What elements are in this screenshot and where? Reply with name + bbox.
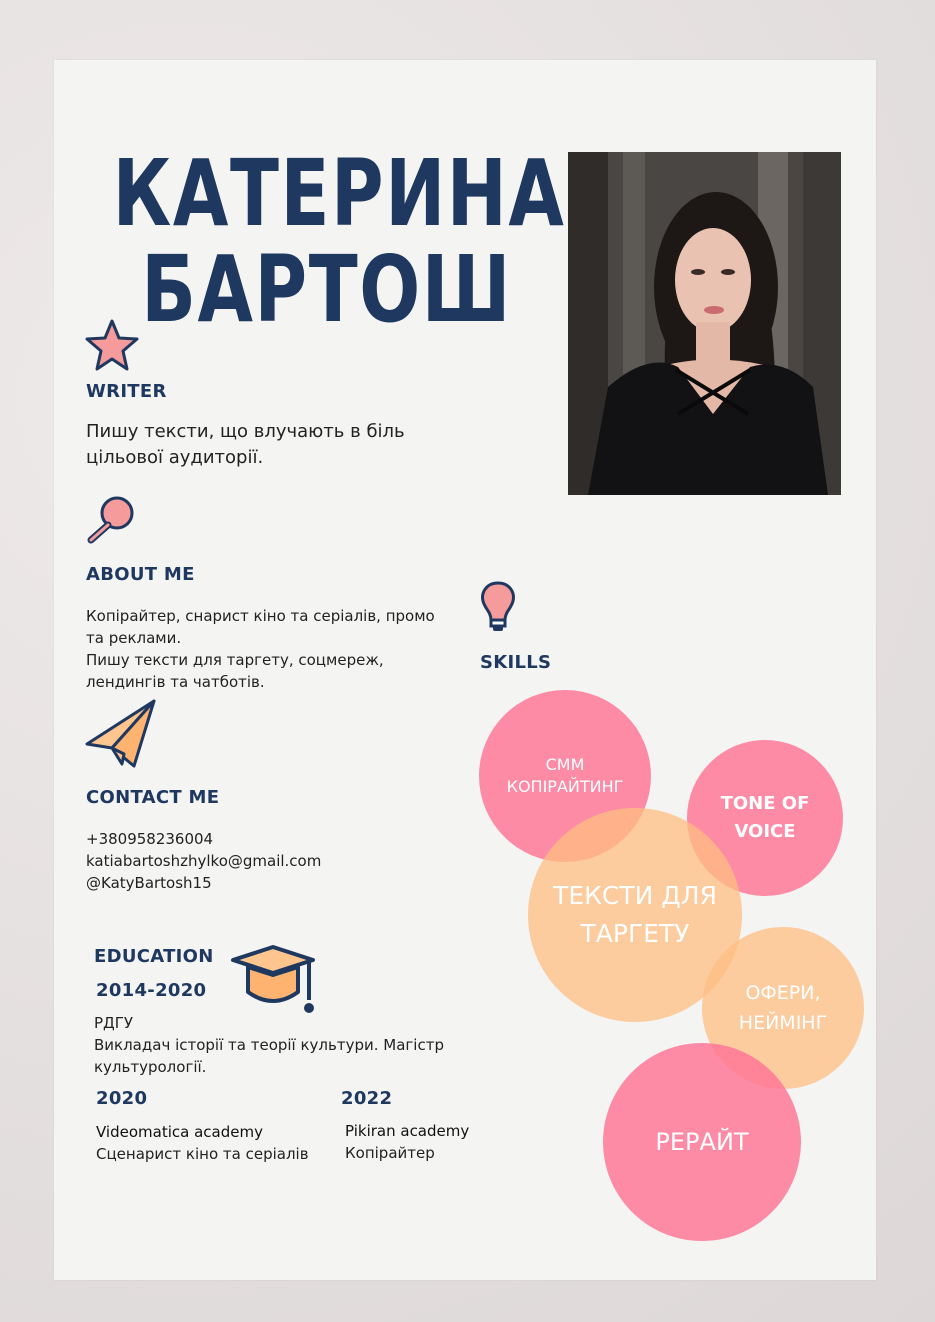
skill-tone-line-1: TONE OF xyxy=(720,793,810,814)
contact-handle[interactable]: @KatyBartosh15 xyxy=(86,874,212,892)
about-line-2: та реклами. xyxy=(86,629,182,647)
education-item-1-year: 2020 xyxy=(96,1088,148,1109)
skill-rewrite xyxy=(603,1043,801,1241)
education-main-school: РДГУ xyxy=(94,1014,134,1032)
skill-smm-line-1: СММ xyxy=(545,755,585,774)
education-item-2-year: 2022 xyxy=(341,1088,393,1109)
skill-offers-line-1: ОФЕРИ, xyxy=(745,982,821,1004)
education-item-2-school: Pikiran academy xyxy=(345,1122,470,1140)
about-line-4: лендингів та чатботів. xyxy=(86,673,265,691)
writer-text-line-2: цільової аудиторії. xyxy=(86,447,264,468)
name-line-1: КАТЕРИНА xyxy=(112,140,566,247)
lightbulb-icon xyxy=(478,580,518,634)
portrait-illustration xyxy=(568,152,841,495)
name-line-2: БАРТОШ xyxy=(141,236,512,343)
graduation-cap-icon xyxy=(230,942,320,1022)
education-main-years: 2014-2020 xyxy=(96,980,207,1001)
contact-phone[interactable]: +380958236004 xyxy=(86,830,214,848)
about-heading: ABOUT ME xyxy=(86,564,195,585)
education-item-1-desc: Сценарист кіно та серіалів xyxy=(96,1145,309,1163)
skill-offers-line-2: НЕЙМІНГ xyxy=(738,1012,828,1034)
skill-rewrite-label: РЕРАЙТ xyxy=(655,1128,749,1156)
contact-heading: CONTACT ME xyxy=(86,787,220,808)
education-heading: EDUCATION xyxy=(94,946,214,967)
skill-target-line-2: ТАРГЕТУ xyxy=(580,919,690,948)
star-icon xyxy=(84,318,140,372)
profile-photo xyxy=(568,152,841,495)
skill-target-line-1: ТЕКСТИ ДЛЯ xyxy=(553,881,717,910)
skill-smm-line-2: КОПІРАЙТИНГ xyxy=(506,777,624,796)
skill-tone-line-2: VOICE xyxy=(734,821,796,842)
education-main-desc-1: Викладач історії та теорії культури. Магістр xyxy=(94,1036,444,1054)
magnifier-icon xyxy=(84,494,138,546)
education-item-2-desc: Копірайтер xyxy=(345,1144,435,1162)
about-line-3: Пишу тексти для таргету, соцмереж, xyxy=(86,651,384,669)
education-item-1-school: Videomatica academy xyxy=(96,1123,263,1141)
writer-text-line-1: Пишу тексти, що влучають в біль xyxy=(86,421,405,442)
writer-heading: WRITER xyxy=(86,381,167,402)
about-line-1: Копірайтер, снарист кіно та серіалів, промо xyxy=(86,607,435,625)
paper-plane-icon xyxy=(84,698,158,770)
education-main-desc-2: культурології. xyxy=(94,1058,207,1076)
contact-email[interactable]: katiabartoshzhylko@gmail.com xyxy=(86,852,322,870)
skills-heading: SKILLS xyxy=(480,652,552,673)
